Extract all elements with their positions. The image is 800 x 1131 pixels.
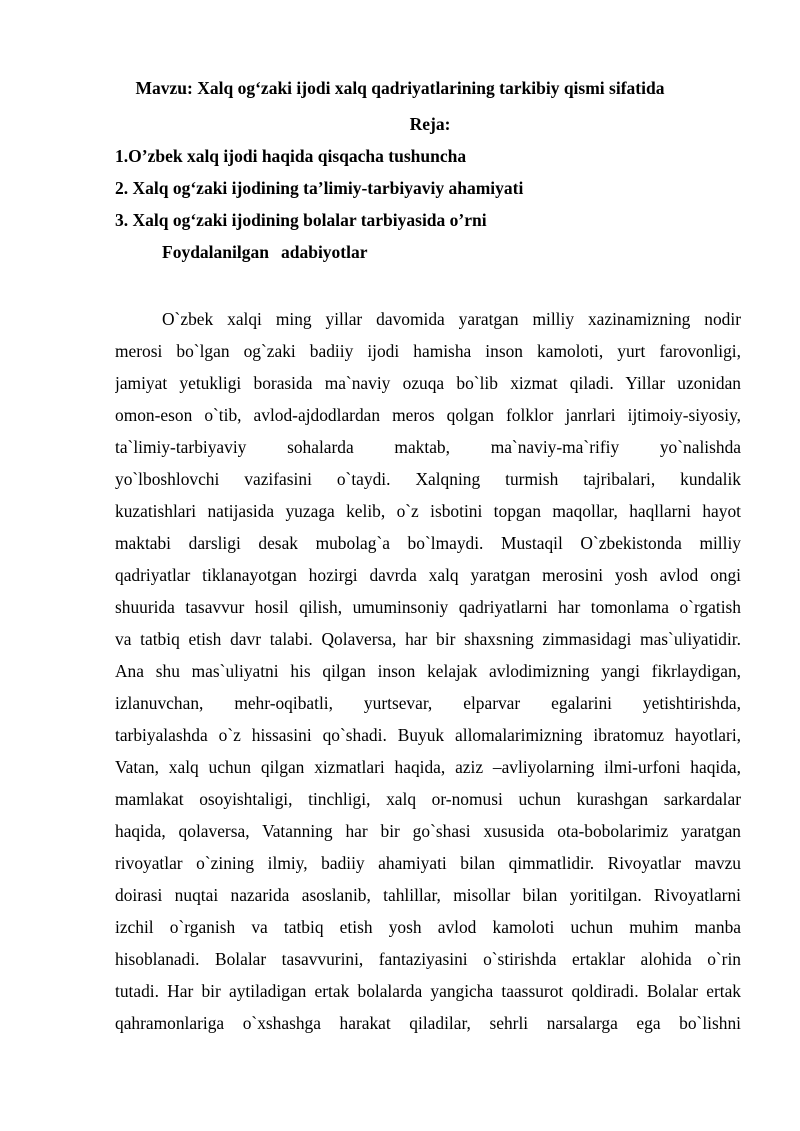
body-line: rivoyatlar o`zining ilmiy, badiiy ahamiyati bilan qimmatlidir. Rivoyatlar mavzu [115, 853, 741, 873]
plan-item-references [162, 240, 368, 264]
references-label-word-1: Foydalanilgan [162, 242, 269, 262]
references-label-word-2: adabiyotlar [280, 242, 368, 262]
body-line: omon-eson o`tib, avlod-ajdodlardan meros qolgan folklor janrlari ijtimoiy-siyosiy, [115, 405, 741, 425]
body-line: va tatbiq etish davr talabi. Qolaversa, har bir shaxsning zimmasidagi mas`uliyatidir. [115, 629, 741, 649]
body-line: izchil o`rganish va tatbiq etish yosh avlod kamoloti uchun muhim manba [115, 917, 741, 937]
body-line: qadriyatlar tiklanayotgan hozirgi davrda xalq yaratgan merosini yosh avlod ongi [115, 565, 741, 585]
body-line: kuzatishlari natijasida yuzaga kelib, o`z isbotini topgan maqollar, haqllarni hayot [115, 501, 741, 521]
body-line: yo`lboshlovchi vazifasini o`taydi. Xalqning turmish tajribalari, kundalik [115, 469, 741, 489]
body-line: doirasi nuqtai nazarida asoslanib, tahlillar, misollar bilan yoritilgan. Rivoyatlarni [115, 885, 741, 905]
body-line: izlanuvchan, mehr-oqibatli, yurtsevar, elparvar egalarini yetishtirishda, [115, 693, 741, 713]
body-line: Vatan, xalq uchun qilgan xizmatlari haqida, aziz –avliyolarning ilmi-urfoni haqida, [115, 757, 741, 777]
body-line: maktabi darsligi desak mubolag`a bo`lmaydi. Mustaqil O`zbekistonda milliy [115, 533, 741, 553]
body-line: haqida, qolaversa, Vatanning har bir go`shasi xususida ota-bobolarimiz yaratgan [115, 821, 741, 841]
body-line: merosi bo`lgan og`zaki badiiy ijodi hamisha inson kamoloti, yurt farovonligi, [115, 341, 741, 361]
body-line: ta`limiy-tarbiyaviy sohalarda maktab, ma`naviy-ma`rifiy yo`nalishda [115, 437, 741, 457]
body-line: Ana shu mas`uliyatni his qilgan inson kelajak avlodimizning yangi fikrlaydigan, [115, 661, 741, 681]
document-title: Mavzu: Xalq og‘zaki ijodi xalq qadriyatlarining tarkibiy qismi sifatida [135, 78, 665, 98]
plan-heading: Reja: [409, 114, 451, 134]
body-line: tutadi. Har bir aytiladigan ertak bolalarda yangicha taassurot qoldiradi. Bolalar ertak [115, 981, 741, 1001]
plan-item-3: 3. Xalq og‘zaki ijodining bolalar tarbiyasida o’rni [115, 210, 487, 230]
body-line: shuurida tasavvur hosil qilish, umuminsoniy qadriyatlarni har tomonlama o`rgatish [115, 597, 741, 617]
plan-item-2: 2. Xalq og‘zaki ijodining ta’limiy-tarbiyaviy ahamiyati [115, 178, 524, 198]
body-line: qahramonlariga o`xshashga harakat qiladilar, sehrli narsalarga ega bo`lishni [115, 1013, 741, 1033]
body-paragraph [115, 303, 741, 1039]
body-line: O`zbek xalqi ming yillar davomida yaratgan milliy xazinamizning nodir [162, 309, 741, 329]
body-line: hisoblanadi. Bolalar tasavvurini, fantaziyasini o`stirishda ertaklar alohida o`rin [115, 949, 741, 969]
body-line: mamlakat osoyishtaligi, tinchligi, xalq or-nomusi uchun kurashgan sarkardalar [115, 789, 741, 809]
body-line: tarbiyalashda o`z hissasini qo`shadi. Buyuk allomalarimizning ibratomuz hayotlari, [115, 725, 741, 745]
plan-item-1: 1.O’zbek xalq ijodi haqida qisqacha tushuncha [115, 146, 467, 166]
body-line: jamiyat yetukligi borasida ma`naviy ozuqa bo`lib xizmat qiladi. Yillar uzonidan [115, 373, 741, 393]
